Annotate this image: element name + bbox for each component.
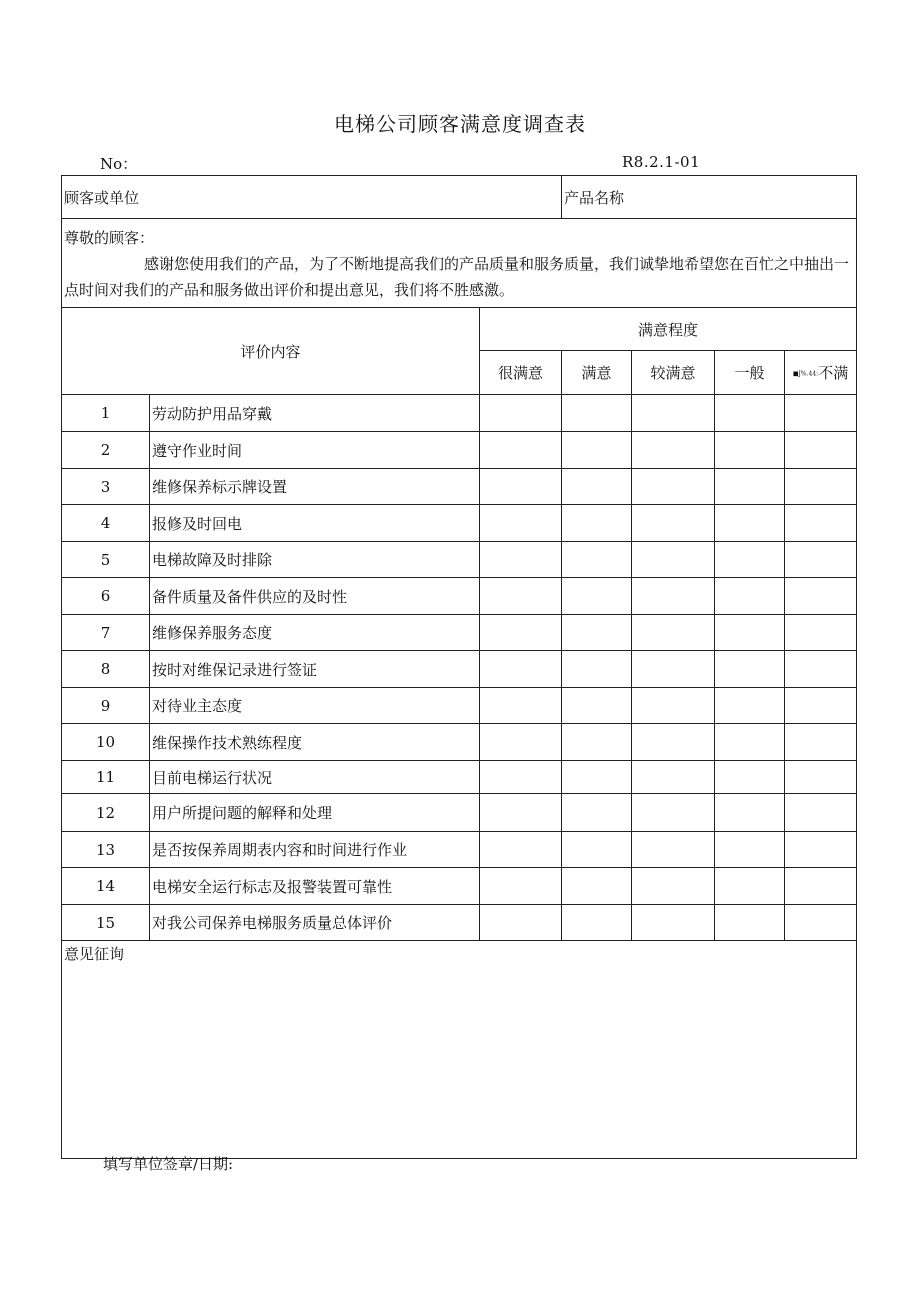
table-row (62, 724, 857, 761)
item-number: 11 (62, 761, 150, 794)
rating-cell[interactable] (632, 794, 715, 832)
item-number: 10 (62, 724, 150, 761)
rating-cell[interactable] (562, 615, 632, 651)
rating-cell[interactable] (480, 688, 562, 724)
form-number-label: No： (100, 155, 138, 173)
rating-cell[interactable] (562, 542, 632, 578)
greeting: 尊敬的顾客： (64, 229, 155, 247)
rating-cell[interactable] (632, 505, 715, 542)
item-number: 5 (62, 542, 150, 578)
rating-cell[interactable] (715, 432, 785, 469)
customer-field[interactable] (62, 176, 562, 219)
rating-cell[interactable] (562, 905, 632, 941)
rating-cell[interactable] (785, 794, 857, 832)
rating-cell[interactable] (785, 724, 857, 761)
satisfaction-header: 满意程度 (480, 308, 857, 351)
table-row (62, 761, 857, 794)
rating-cell[interactable] (632, 724, 715, 761)
rating-cell[interactable] (785, 578, 857, 615)
eval-content-header: 评价内容 (62, 308, 480, 395)
rating-cell[interactable] (785, 469, 857, 505)
rating-cell[interactable] (632, 542, 715, 578)
table-row (62, 688, 857, 724)
item-number: 12 (62, 794, 150, 832)
rating-cell[interactable] (562, 578, 632, 615)
rating-cell[interactable] (715, 794, 785, 832)
opinion-label: 意见征询 (64, 945, 125, 963)
rating-cell[interactable] (785, 432, 857, 469)
rating-cell[interactable] (715, 905, 785, 941)
item-number: 9 (62, 688, 150, 724)
item-number: 2 (62, 432, 150, 469)
rating-cell[interactable] (785, 542, 857, 578)
rating-cell[interactable] (480, 761, 562, 794)
level-fairly-satisfied: 较满意 (632, 351, 715, 395)
item-text: 维修保养标示牌设置 (150, 469, 480, 505)
rating-cell[interactable] (715, 578, 785, 615)
rating-cell[interactable] (785, 688, 857, 724)
item-text: 遵守作业时间 (150, 432, 480, 469)
table-row (62, 469, 857, 505)
item-text: 电梯故障及时排除 (150, 542, 480, 578)
rating-cell[interactable] (480, 832, 562, 868)
rating-cell[interactable] (480, 905, 562, 941)
rating-cell[interactable] (562, 469, 632, 505)
table-row (62, 615, 857, 651)
table-row (62, 395, 857, 432)
item-number: 6 (62, 578, 150, 615)
rating-cell[interactable] (715, 832, 785, 868)
rating-cell[interactable] (480, 395, 562, 432)
item-text: 报修及时回电 (150, 505, 480, 542)
rating-cell[interactable] (480, 868, 562, 905)
item-number: 1 (62, 395, 150, 432)
table-row (62, 578, 857, 615)
level-very-satisfied: 很满意 (480, 351, 562, 395)
rating-cell[interactable] (715, 395, 785, 432)
rating-cell[interactable] (715, 724, 785, 761)
intro-section (62, 219, 857, 308)
rating-cell[interactable] (562, 868, 632, 905)
rating-cell[interactable] (632, 395, 715, 432)
rating-cell[interactable] (632, 761, 715, 794)
rating-cell[interactable] (715, 505, 785, 542)
rating-cell[interactable] (715, 688, 785, 724)
rating-cell[interactable] (562, 395, 632, 432)
rating-cell[interactable] (480, 432, 562, 469)
table-row (62, 505, 857, 542)
rating-cell[interactable] (480, 469, 562, 505)
rating-cell[interactable] (785, 505, 857, 542)
item-text: 用户所提问题的解释和处理 (150, 794, 480, 832)
item-number: 13 (62, 832, 150, 868)
rating-cell[interactable] (715, 761, 785, 794)
opinion-section[interactable] (62, 941, 857, 1159)
product-name-label: 产品名称 (564, 188, 625, 207)
rating-cell[interactable] (785, 905, 857, 941)
rating-cell[interactable] (632, 832, 715, 868)
rating-cell[interactable] (715, 615, 785, 651)
rating-cell[interactable] (785, 615, 857, 651)
rating-cell[interactable] (480, 578, 562, 615)
level-satisfied: 满意 (562, 351, 632, 395)
rating-cell[interactable] (715, 868, 785, 905)
level-average: 一般 (715, 351, 785, 395)
table-row (62, 651, 857, 688)
rating-cell[interactable] (562, 432, 632, 469)
table-row (62, 794, 857, 832)
item-text: 按时对维保记录进行签证 (150, 651, 480, 688)
table-row (62, 542, 857, 578)
rating-cell[interactable] (562, 761, 632, 794)
item-text: 维修保养服务态度 (150, 615, 480, 651)
rating-cell[interactable] (632, 868, 715, 905)
rating-cell[interactable] (785, 832, 857, 868)
item-text: 对待业主态度 (150, 688, 480, 724)
rating-cell[interactable] (632, 469, 715, 505)
rating-cell[interactable] (785, 868, 857, 905)
rating-cell[interactable] (480, 651, 562, 688)
rating-cell[interactable] (632, 905, 715, 941)
rating-cell[interactable] (785, 651, 857, 688)
item-text: 备件质量及备件供应的及时性 (150, 578, 480, 615)
rating-cell[interactable] (632, 432, 715, 469)
item-number: 14 (62, 868, 150, 905)
item-text: 劳动防护用品穿戴 (150, 395, 480, 432)
rating-cell[interactable] (785, 761, 857, 794)
document-code: R8.2.1-01 (622, 153, 701, 171)
product-name-field[interactable] (562, 176, 857, 219)
item-text: 电梯安全运行标志及报警装置可靠性 (150, 868, 480, 905)
level-dissatisfied-label: 不满 (818, 364, 849, 382)
rating-cell[interactable] (562, 651, 632, 688)
rating-cell[interactable] (562, 724, 632, 761)
intro-paragraph: 感谢您使用我们的产品，为了不断地提高我们的产品质量和服务质量，我们诚挚地希望您在百忙之中抽出一点时间对我们的产品和服务做出评价和提出意见，我们将不胜感激。 (64, 255, 850, 299)
rating-cell[interactable] (715, 542, 785, 578)
table-row (62, 868, 857, 905)
rating-cell[interactable] (480, 724, 562, 761)
rating-cell[interactable] (632, 615, 715, 651)
customer-label: 顾客或单位 (64, 188, 140, 207)
item-text: 对我公司保养电梯服务质量总体评价 (150, 905, 480, 941)
survey-form (61, 175, 857, 1159)
rating-cell[interactable] (562, 505, 632, 542)
item-number: 8 (62, 651, 150, 688)
item-number: 3 (62, 469, 150, 505)
level-dissatisfied (785, 351, 857, 395)
rating-cell[interactable] (632, 688, 715, 724)
rating-cell[interactable] (715, 651, 785, 688)
item-text: 是否按保养周期表内容和时间进行作业 (150, 832, 480, 868)
rating-cell[interactable] (632, 578, 715, 615)
table-row (62, 432, 857, 469)
rating-cell[interactable] (632, 651, 715, 688)
page-title: 电梯公司顾客满意度调查表 (334, 112, 586, 136)
item-number: 15 (62, 905, 150, 941)
level-dissatisfied-mark: ■J%.44: (792, 370, 819, 378)
signature-date-label: 填写单位签章/日期: (103, 1155, 234, 1173)
item-number: 7 (62, 615, 150, 651)
rating-cell[interactable] (480, 505, 562, 542)
rating-cell[interactable] (480, 542, 562, 578)
rating-cell[interactable] (785, 395, 857, 432)
rating-cell[interactable] (562, 794, 632, 832)
rating-cell[interactable] (562, 832, 632, 868)
rating-cell[interactable] (715, 469, 785, 505)
rating-cell[interactable] (480, 615, 562, 651)
rating-cell[interactable] (480, 794, 562, 832)
item-text: 目前电梯运行状况 (150, 761, 480, 794)
item-text: 维保操作技术熟练程度 (150, 724, 480, 761)
item-number: 4 (62, 505, 150, 542)
rating-cell[interactable] (562, 688, 632, 724)
table-row (62, 832, 857, 868)
table-row (62, 905, 857, 941)
